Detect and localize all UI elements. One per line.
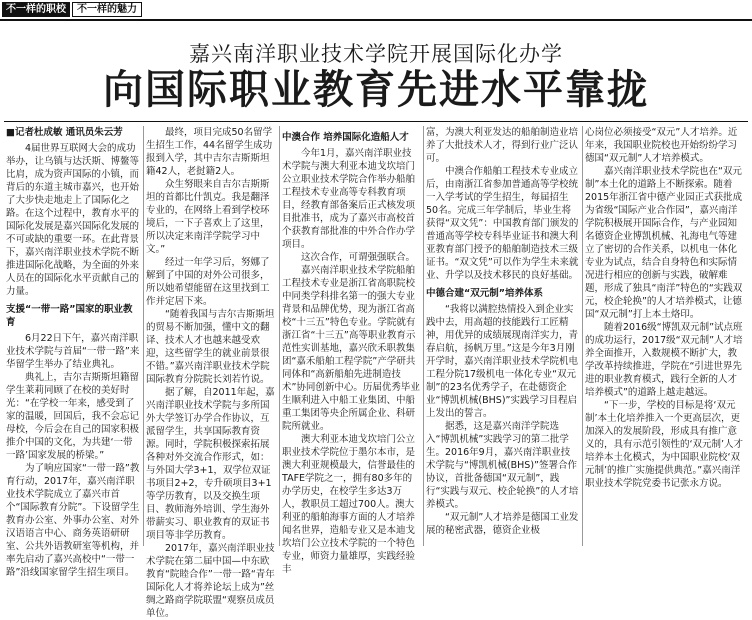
paragraph: “随着我国与吉尔吉斯斯坦的贸易不断加强，懂中文的翻译、技术人才也越来越受欢迎，这些留学生的就业前景很不错。”嘉兴南洋职业技术学院国际教育分院院长刘若竹说。 <box>146 309 275 385</box>
section-tag-primary: 不一样的职校 <box>2 2 70 17</box>
paragraph: 众生努眼来自吉尔吉斯斯坦的首都比什凯克。我是翻泽专业的，在网络上看到学校环境后，一下子喜欢上了这里，所以决定来南洋学院学习中文。” <box>146 179 270 255</box>
paragraph: 心岗位必须接受“双元”人才培养。近年来，我国职业院校也开始纷纷学习德国“双元制”人才培养模式。 <box>585 127 738 164</box>
section-tags <box>2 2 142 17</box>
article-headline: 向国际职业教育先进水平靠拢 <box>103 67 649 113</box>
paragraph: 中澳合作船舶工程技术专业成立后，由南浙江省参加普通高等学校统一入学考试的学生招生，每届招生50名。完成三年学制后，毕业生将获得“双文凭”：中国教育部门颁发的普通高等学校专科毕业证书和澳大利亚教育部门授予的船舶制造技术三级证书。“双文凭”可以作为学生未来就业、升学以及技术移民的良好基础。 <box>426 166 579 281</box>
paragraph: 这次合作，可谓强强联合。 <box>301 252 416 263</box>
column-divider <box>582 126 583 546</box>
paragraph: 4届世界互联网大会的成功举办，让乌镇与达沃斯、博鳌等比肩，成为资声国际的小镇，而背后的东道主城市嘉兴，也开始了大步快走地走上了国际化之路。在这个过程中，教育水平的国际化发展是嘉兴国际化发展的不可或缺的重要一环。在此背景下，嘉兴南洋职业技术学院不断推进国际化战略，为全面的外来人员在的国际化水平贡献自己的力量。 <box>6 143 140 297</box>
section-heading: 支援“一带一路”国家的职业教育 <box>6 304 133 328</box>
paragraph: 嘉兴南洋职业技术学院也在“双元制”本土化的道路上不断探索。随着2015年浙江省中德产业园正式获批成为省级“国际产业合作园”，嘉兴南洋学院积极展开国际合作，与产业园知名德资企业博凯机械、礼海电气等建立了密切的合作关系，以机电一体化专业为试点，结合自身特色和实际情况进行相应的创新与实践，破解难题，形成了独具“南洋”特色的“实践双元，校企轮换”的人才培养模式，让德国“双元制”打上本土烙印。 <box>585 166 743 320</box>
paragraph: 据了解，自2011年起，嘉兴南洋职业技术学院与多所国外大学签订办学合作协议，互派留学生，共享国际教育资源。同时，学院积极探索拓展各种对外交流合作形式，如：与外国大学3+1，双学位双证书项目2+2，专升硕项目3+1等学历教育，以及交换生项目、教师海外培训、学生海外带薪实习、职业教育的双证书项目等非学历教育。 <box>146 387 275 541</box>
column-4 <box>426 126 579 548</box>
paragraph: 典礼上，吉尔吉斯斯坦籍留学生莱莉同顾了在校的美好时光：“在学校一年来，感受到了家的温暖，回国后，我不会忘记母校，今后会在自己的国家积极推介中国的文化，为共建‘一带一路’国家发展的桥梁。” <box>6 372 140 461</box>
paragraph: 最终，项目完成50名留学生招生工作，44名留学生成功报到入学，其中吉尔吉斯斯坦籍42人，老挝籍2人。 <box>146 127 273 177</box>
section-heading: 中澳合作 培养国际化造船人才 <box>282 132 409 143</box>
column-2 <box>146 126 276 619</box>
paragraph: 嘉兴南洋职业技术学院船舶工程技术专业是浙江省高职院校中同类学科排名第一的强大专业背景和品牌优势，现为浙江省高校“十三五”特色专业。学院就有浙江省“十三五”高等职业教育示范性实训基地，嘉兴欣禾职教集团“嘉禾船舶工程学院”产学研共同体和“高新船舶先进制造技术”协同创新中心。历届优秀毕业生顺利进入中船工业集团、中船重工集团等央企所属企业、科研院所就业。 <box>282 265 420 432</box>
paragraph: 随着2016级“博凯双元制”试点班的成功运行，2017级“双元制”人才培养全面推开，入数规模不断扩大，教学改革持续推进，学院在“引进世界先进的职业教育模式，践行全新的人才培养模式”的道路上越走越远。 <box>585 322 743 398</box>
section-tag-secondary: 不一样的魅力 <box>72 2 142 17</box>
column-divider <box>279 126 280 546</box>
paragraph: “双元制”人才培养是德国工业发展的秘密武器，德资企业极 <box>426 512 579 536</box>
column-divider <box>423 126 424 546</box>
paragraph: 经过一年学习后，努娜了解到了中国的对外公司很多，所以她希望能留在这里找到工作并定居下来。 <box>146 257 270 307</box>
byline: ■记者杜成敏 通讯员朱云芳 <box>6 127 123 138</box>
headline-rule <box>4 121 748 122</box>
header-rule <box>0 19 752 21</box>
paragraph: 据悉，这是嘉兴南洋学院选入“博凯机械”实践学习的第二批学生。2016年9月，嘉兴南洋职业技术学院与“博凯机械(BHS)”签署合作协议，首批备德国“双元制”，践行“实践与双元、校企轮换”的人才培养模式。 <box>426 421 579 510</box>
paragraph: “我将以满腔热情投入到企业实践中去，用高超的技能践行工匠精神，用优异的成绩展现南洋实力，青春启航，扬帆万里。”这是今年3月刚开学时，嘉兴南洋职业技术学院机电工程分院17级机电一体化专业“双元制”的23名优秀学子，在赴德资企业“博凯机械(BHS)”实践学习目程启上发出的誓言。 <box>426 304 579 419</box>
paragraph: 今年1月，嘉兴南洋职业技术学院与澳大利亚本迪戈坎培门公立职业技术学院合作举办船舶工程技术专业高等专科教育项目，经教育部备案后正式核发项目批准书，成为了嘉兴市高校首个获教育部批准的中外合作办学项目。 <box>282 148 416 250</box>
paragraph: 富，为澳大利亚发达的船舶制造业培养了大批技术人才，得到行业广泛认可。 <box>426 127 579 164</box>
article-subtitle: 嘉兴南洋职业技术学院开展国际化办学 <box>189 42 563 66</box>
paragraph: 6月22日下午，嘉兴南洋职业技术学院与首届“一带一路”来华留学生举办了结业典礼。 <box>6 333 140 370</box>
column-5 <box>585 126 745 548</box>
paragraph: “下一步，学校的目标是将‘双元制’本土化培养推入一个更高层次，更加深入的发展阶段，形成具有推广意义的，具有示范引领性的‘双元制’人才培养本土化模式，为中国职业院校‘双元制’的推广实施提供典范。”嘉兴南洋职业技术学院党委书记张永方说。 <box>585 400 744 489</box>
paragraph: 澳大利亚本迪戈坎培门公立职业技术学院位于墨尔本市，是澳大利亚规模最大，信誉最佳的TAFE学院之一，拥有80多年的办学历史，在校学生多达3万人，教职员工超过700人。澳大利亚的船舶海事方面的人才培养闻名世界，造船专业又是本迪戈坎培门公立技术学院的一个特色专业，师资力量雄厚，实践经验丰 <box>282 434 416 575</box>
section-heading: 中德合建“双元制”培养体系 <box>426 288 543 299</box>
column-divider <box>143 126 144 546</box>
column-3 <box>282 126 420 575</box>
paragraph: 为了响应国家“一带一路”教育行动，2017年，嘉兴南洋职业技术学院成立了嘉兴市首个“国际教育分院”。下设留学生教育办公室、外事办公室、对外汉语语言中心、商务英语研研室、公共外语教研室等机构，并率先启动了嘉兴高校中“一带一路”沿线国家留学生招生项目。 <box>6 463 140 578</box>
paragraph: 2017年，嘉兴南洋职业技术学院在第二届中国—中东欧教育“院睦合作”一带一路“青年国际化人才将养论坛上成为”丝绸之路商学院联盟“观察员成员单位。 <box>146 543 275 619</box>
column-1 <box>6 126 140 578</box>
